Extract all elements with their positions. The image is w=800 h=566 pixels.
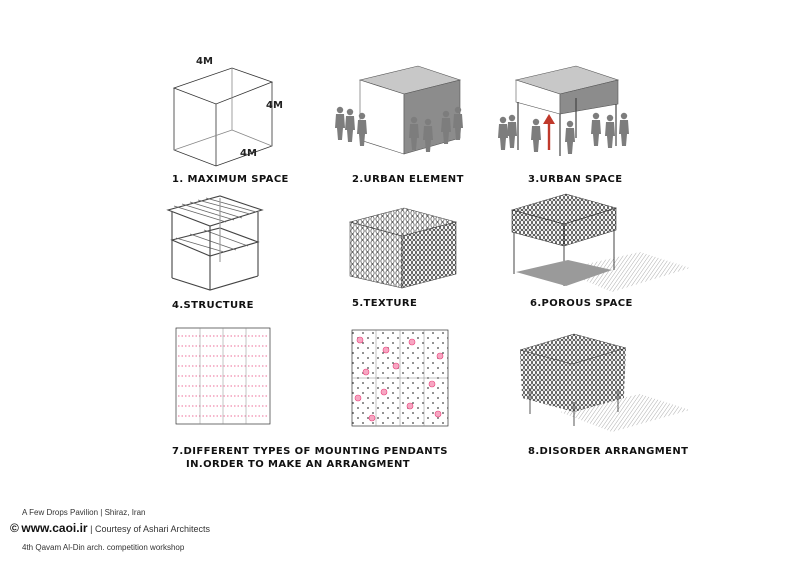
caption-disorder-arrangement: 8.DISORDER ARRANGMENT [528, 446, 689, 457]
caption-mounting-pendants-line2: IN.ORDER TO MAKE AN ARRANGMENT [186, 459, 410, 470]
site-link[interactable]: www.caoi.ir [21, 521, 88, 535]
dimension-side: 4M [266, 100, 283, 111]
caption-mounting-pendants: 7.DIFFERENT TYPES OF MOUNTING PENDANTS [172, 446, 448, 457]
credit-text: Courtesy of Ashari Architects [94, 524, 211, 534]
urban-element-cube [335, 66, 463, 154]
porous-space-cube [512, 194, 690, 292]
cube-wireframe [174, 68, 272, 166]
dimension-bottom: 4M [240, 148, 257, 159]
footer-workshop: 4th Qavam Al-Din arch. competition workshop [22, 543, 185, 552]
pendant-plan-scattered [352, 330, 448, 426]
project-location: Shiraz, Iran [104, 508, 146, 517]
dimension-top: 4M [196, 56, 213, 67]
project-name: A Few Drops Pavilion [22, 508, 99, 517]
caption-structure: 4.STRUCTURE [172, 300, 254, 311]
pendant-plan-rows [176, 328, 270, 424]
caption-maximum-space: 1. MAXIMUM SPACE [172, 174, 289, 185]
caption-porous-space: 6.POROUS SPACE [530, 298, 633, 309]
urban-space-cube [498, 66, 629, 156]
texture-cube [350, 208, 456, 288]
footer-project-line: A Few Drops Pavilion | Shiraz, Iran [22, 508, 146, 517]
structure-frame [168, 196, 262, 290]
footer-credit-line: © www.caoi.ir | Courtesy of Ashari Architects [10, 521, 211, 535]
disorder-arrangement-cube [520, 334, 690, 432]
copyright-icon: © [10, 521, 19, 535]
caption-urban-element: 2.URBAN ELEMENT [352, 174, 464, 185]
upward-arrow-icon [543, 114, 555, 150]
caption-urban-space: 3.URBAN SPACE [528, 174, 623, 185]
caption-texture: 5.TEXTURE [352, 298, 418, 309]
